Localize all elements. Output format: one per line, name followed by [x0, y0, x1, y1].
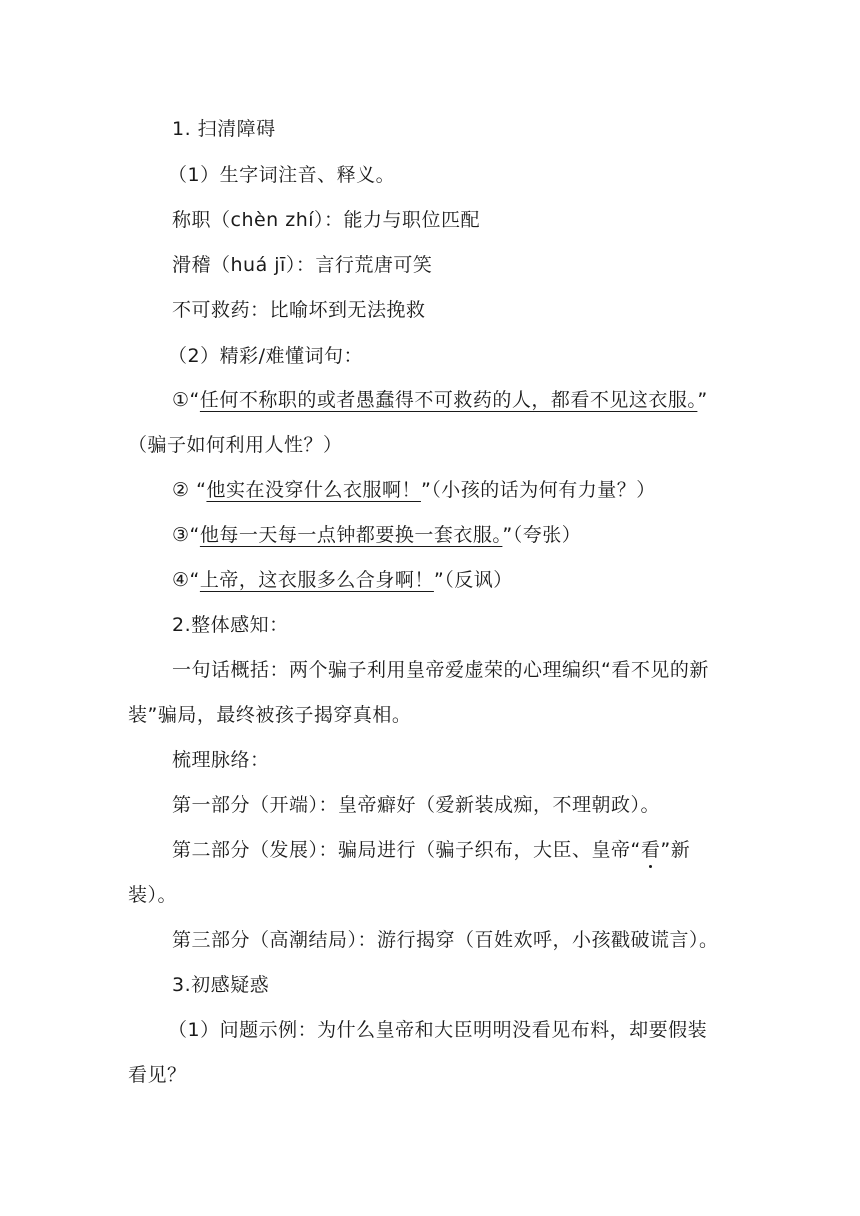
quote-text: 他每一天每一点钟都要换一套衣服。	[199, 524, 503, 546]
outline-part-2	[172, 838, 690, 862]
question-example: （1）问题示例：为什么皇帝和大臣明明没看见布料，却要假装	[168, 1019, 708, 1041]
quote-note: （骗子如何利用人性？）	[128, 434, 343, 456]
question-example-continuation: 看见？	[128, 1064, 187, 1086]
quote-text: 任何不称职的或者愚蠢得不可救药的人，都看不见这衣服。	[199, 389, 698, 411]
outline-label: 梳理脉络：	[172, 749, 270, 771]
summary-line: 一句话概括：两个骗子利用皇帝爱虚荣的心理编织“看不见的新	[172, 659, 709, 681]
section-3-heading: 3.初感疑惑	[172, 974, 270, 996]
quote-marker: ①	[172, 389, 190, 411]
quote-close-mark: ”	[433, 569, 445, 591]
quote-close-mark: ”	[502, 524, 513, 546]
vocab-item: 称职（chèn zhí）：能力与职位匹配	[172, 209, 481, 231]
quote-note: （小孩的话为何有力量？）	[431, 479, 656, 501]
section-1-heading: 1. 扫清障碍	[172, 118, 276, 140]
vocab-item: 不可救药：比喻坏到无法挽救	[172, 299, 426, 321]
quote-note: （反讽）	[444, 569, 513, 591]
subsection-2-heading: （2）精彩/难懂词句：	[168, 345, 363, 367]
outline-part-2-continuation: 装）。	[128, 884, 178, 906]
subsection-1-heading: （1）生字词注音、释义。	[168, 164, 396, 186]
quote-note: （夸张）	[512, 524, 582, 546]
quote-item-3	[172, 523, 581, 547]
quote-marker: ②	[172, 479, 190, 501]
quote-text: 他实在没穿什么衣服啊！	[206, 479, 421, 501]
quote-text: 上帝，这衣服多么合身啊！	[199, 569, 434, 591]
quote-open-mark: “	[189, 524, 200, 546]
quote-item-1	[172, 388, 708, 412]
quote-marker: ④	[172, 569, 190, 591]
emphasis-dot-char: 看	[640, 839, 661, 861]
outline-part-3: 第三部分（高潮结局）：游行揭穿（百姓欢呼，小孩戳破谎言）。	[172, 929, 719, 951]
quote-item-4	[172, 568, 513, 592]
quote-open-mark: “	[189, 569, 200, 591]
section-2-heading: 2.整体感知：	[172, 614, 289, 636]
quote-open-mark: “	[189, 389, 200, 411]
outline-part-2-text: 第二部分（发展）：骗局进行（骗子织布，大臣、皇帝“	[172, 839, 641, 861]
quote-close-mark: ”	[697, 389, 708, 411]
summary-line: 装”骗局，最终被孩子揭穿真相。	[128, 704, 412, 726]
vocab-item: 滑稽（huá jī）：言行荒唐可笑	[172, 254, 433, 276]
quote-item-2	[172, 478, 656, 502]
quote-open-mark: “	[189, 479, 207, 501]
outline-part-1: 第一部分（开端）：皇帝癖好（爱新装成痴，不理朝政）。	[172, 794, 661, 816]
quote-close-mark: ”	[420, 479, 432, 501]
outline-part-2-text-end: ”新	[660, 839, 691, 861]
quote-marker: ③	[172, 524, 190, 546]
